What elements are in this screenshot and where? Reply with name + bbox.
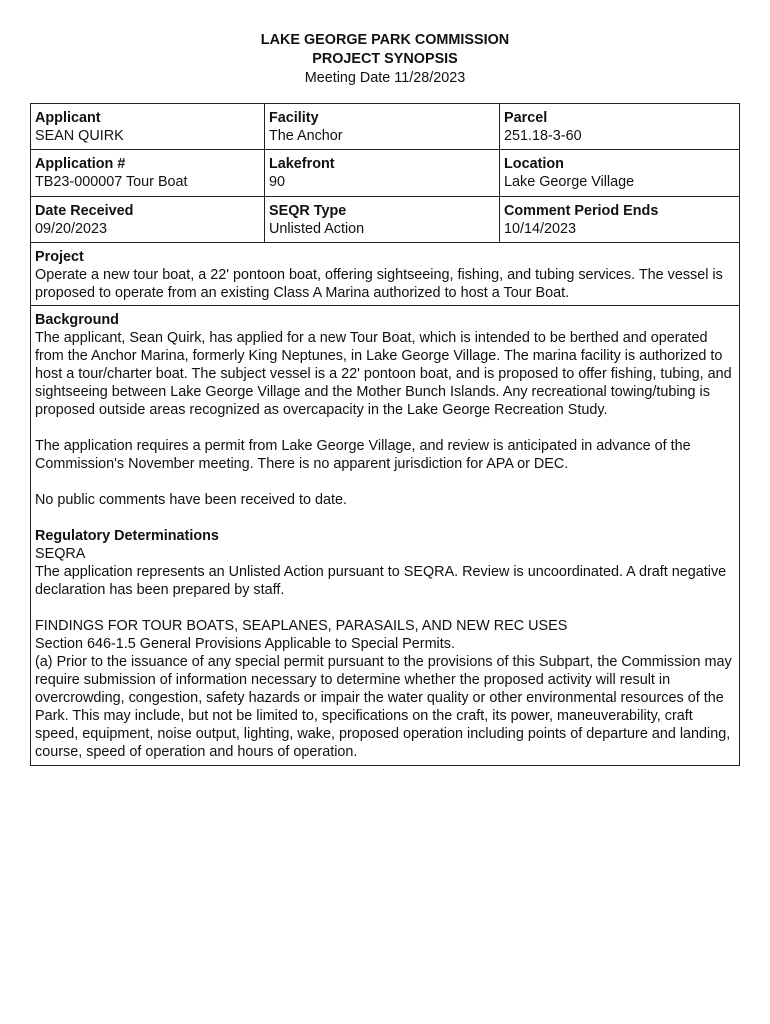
section-title: Section 646-1.5 General Provisions Applicable to Special Permits. xyxy=(35,636,455,652)
document-title: PROJECT SYNOPSIS xyxy=(312,51,458,67)
comment-period-cell xyxy=(500,197,739,243)
parcel-value: 251.18-3-60 xyxy=(504,128,582,144)
document-header xyxy=(0,31,770,88)
regulatory-label: Regulatory Determinations xyxy=(35,528,219,544)
info-row-2 xyxy=(31,150,739,197)
date-received-cell xyxy=(31,197,265,243)
seqra-label: SEQRA xyxy=(35,546,86,562)
date-received-label: Date Received xyxy=(35,203,134,219)
background-label: Background xyxy=(35,312,119,328)
parcel-label: Parcel xyxy=(504,110,548,126)
location-cell xyxy=(500,150,739,197)
project-description: Operate a new tour boat, a 22' pontoon boat, offering sightseeing, fishing, and tubing services. The vessel is proposed to operate from an existing Class A Marina authorized to host a Tour Boat. xyxy=(35,267,723,301)
applicant-label: Applicant xyxy=(35,110,101,126)
parcel-cell xyxy=(500,104,739,150)
findings-title: FINDINGS FOR TOUR BOATS, SEAPLANES, PARASAILS, AND NEW REC USES xyxy=(35,618,568,634)
lakefront-value: 90 xyxy=(269,174,286,190)
application-number-cell xyxy=(31,150,265,197)
seqra-text: The application represents an Unlisted Action pursuant to SEQRA. Review is uncoordinated. A draft negative declaration has been prepared by staff. xyxy=(35,564,727,598)
info-row-3 xyxy=(31,197,739,243)
lakefront-label: Lakefront xyxy=(269,156,335,172)
application-number-label: Application # xyxy=(35,156,126,172)
seqr-type-label: SEQR Type xyxy=(269,203,347,219)
lakefront-cell xyxy=(265,150,500,197)
background-paragraph-3: No public comments have been received to date. xyxy=(35,492,347,508)
date-received-value: 09/20/2023 xyxy=(35,221,108,237)
applicant-cell xyxy=(31,104,265,150)
project-label: Project xyxy=(35,249,84,265)
meeting-date: Meeting Date 11/28/2023 xyxy=(304,70,466,86)
location-label: Location xyxy=(504,156,564,172)
application-number-value: TB23-000007 Tour Boat xyxy=(35,174,188,190)
info-row-1 xyxy=(31,104,739,150)
section-text: (a) Prior to the issuance of any special permit pursuant to the provisions of this Subpart, the Commission may require submission of information necessary to determine whether the proposed activity will result in overcrowding, congestion, safety hazards or impair the water quality or other environmental resources of the Park. This may include, but not be limited to, specifications on the craft, its power, maneuverability, craft speed, equipment, noise output, lighting, wake, proposed operation including points of departure and landing, course, speed of operation and hours of operation. xyxy=(35,654,732,760)
comment-period-label: Comment Period Ends xyxy=(504,203,659,219)
facility-label: Facility xyxy=(269,110,319,126)
background-paragraph-1: The applicant, Sean Quirk, has applied for a new Tour Boat, which is intended to be berthed and operated from the Anchor Marina, formerly King Neptunes, in Lake George Village. The marina facility is authorized to host a tour/charter boat. The subject vessel is a 22' pontoon boat, and is proposed to offer fishing, tubing, and sightseeing between Lake George Village and the Mother Bunch Islands. Any recreational towing/tubing is proposed outside areas recognized as overcapacity in the Lake George Recreation Study. xyxy=(35,330,732,418)
comment-period-value: 10/14/2023 xyxy=(504,221,577,237)
facility-value: The Anchor xyxy=(269,128,343,144)
seqr-type-value: Unlisted Action xyxy=(269,221,365,237)
synopsis-table xyxy=(30,103,740,766)
facility-cell xyxy=(265,104,500,150)
background-paragraph-2: The application requires a permit from Lake George Village, and review is anticipated in advance of the Commission's November meeting. There is no apparent jurisdiction for APA or DEC. xyxy=(35,438,691,472)
applicant-value: SEAN QUIRK xyxy=(35,128,124,144)
seqr-type-cell xyxy=(265,197,500,243)
organization-name: LAKE GEORGE PARK COMMISSION xyxy=(260,32,510,48)
background-section xyxy=(31,306,739,765)
project-section xyxy=(31,243,739,306)
location-value: Lake George Village xyxy=(504,174,635,190)
